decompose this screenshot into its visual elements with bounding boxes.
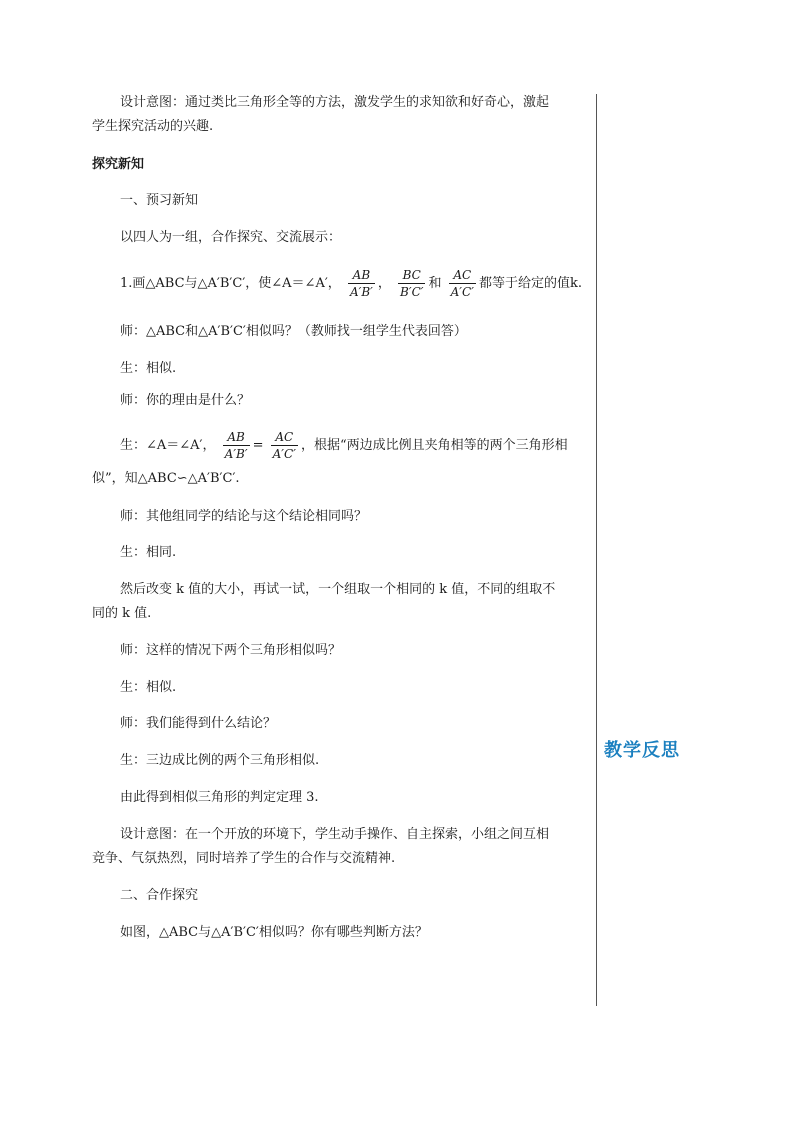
student-answer-5: 生：三边成比例的两个三角形相似. [120, 753, 320, 768]
group-task-text: 以四人为一组，合作探究、交流展示： [120, 230, 342, 245]
teacher-question-4: 师：这样的情况下两个三角形相似吗？ [120, 643, 342, 658]
change-k-line-a: 然后改变 k 值的大小，再试一试，一个组取一个相同的 k 值，不同的组取不 [120, 582, 556, 597]
fraction-ab-2 [223, 429, 250, 462]
teacher-question-3: 师：其他组同学的结论与这个结论相同吗？ [120, 509, 368, 524]
subsection-2-title: 二、合作探究 [120, 888, 199, 903]
student-answer-2-line2: 似”，知△ABC∽△A′B′C′. [92, 471, 240, 486]
teacher-question-5: 师：我们能得到什么结论？ [120, 716, 277, 731]
task-1 [120, 266, 582, 302]
student-answer-4: 生：相似. [120, 680, 177, 695]
fraction-ac-num: AC [449, 267, 476, 284]
fraction-bc [398, 267, 425, 300]
fraction-ac-2-den: A′C′ [272, 447, 296, 461]
column-divider [596, 94, 597, 1006]
change-k-line-b: 同的 k 值. [92, 606, 152, 621]
design-intent-2-line-b: 竞争、气氛热烈，同时培养了学生的合作与交流精神. [92, 851, 396, 866]
design-intent-2-line-a: 设计意图：在一个开放的环境下，学生动手操作、自主探索，小组之间互相 [120, 827, 550, 842]
theorem-statement: 由此得到相似三角形的判定定理 3. [120, 790, 319, 805]
fraction-ac-den: A′C′ [450, 285, 474, 299]
task-1-suffix: 都等于给定的值k. [478, 276, 582, 291]
subsection-1-title: 一、预习新知 [120, 193, 199, 208]
teaching-reflection-title: 教学反思 [604, 740, 680, 761]
student-answer-1: 生：相似. [120, 361, 177, 376]
task-1-prefix: 1.画△ABC与△A′B′C′，使∠A＝∠A′， [120, 276, 341, 291]
design-intent-1-line-b: 学生探究活动的兴趣. [92, 119, 214, 134]
figure-question: 如图，△ABC与△A′B′C′相似吗？你有哪些判断方法？ [120, 925, 428, 940]
student-answer-2 [120, 428, 568, 464]
task-1-sep: ， [377, 276, 391, 291]
design-intent-1-line-a: 设计意图：通过类比三角形全等的方法，激发学生的求知欲和好奇心，激起 [120, 95, 550, 110]
fraction-ab-den: A′B′ [349, 285, 373, 299]
equals-sign: = [252, 438, 264, 453]
fraction-ac-2 [271, 429, 298, 462]
student-answer-3: 生：相同. [120, 545, 177, 560]
student-answer-2-prefix: 生：∠A＝∠A′， [120, 438, 216, 453]
section-title: 探究新知 [92, 157, 145, 172]
fraction-bc-num: BC [398, 267, 425, 284]
fraction-bc-den: B′C′ [400, 285, 424, 299]
fraction-ab [348, 267, 375, 300]
fraction-ab-num: AB [348, 267, 375, 284]
task-1-and: 和 [428, 276, 442, 291]
teacher-question-2: 师：你的理由是什么？ [120, 393, 251, 408]
fraction-ab-2-den: A′B′ [224, 447, 248, 461]
fraction-ac-2-num: AC [271, 429, 298, 446]
student-answer-2-suffix: ，根据“两边成比例且夹角相等的两个三角形相 [300, 438, 568, 453]
fraction-ac [449, 267, 476, 300]
fraction-ab-2-num: AB [223, 429, 250, 446]
teacher-question-1: 师：△ABC和△A′B′C′相似吗？（教师找一组学生代表回答） [120, 324, 467, 339]
